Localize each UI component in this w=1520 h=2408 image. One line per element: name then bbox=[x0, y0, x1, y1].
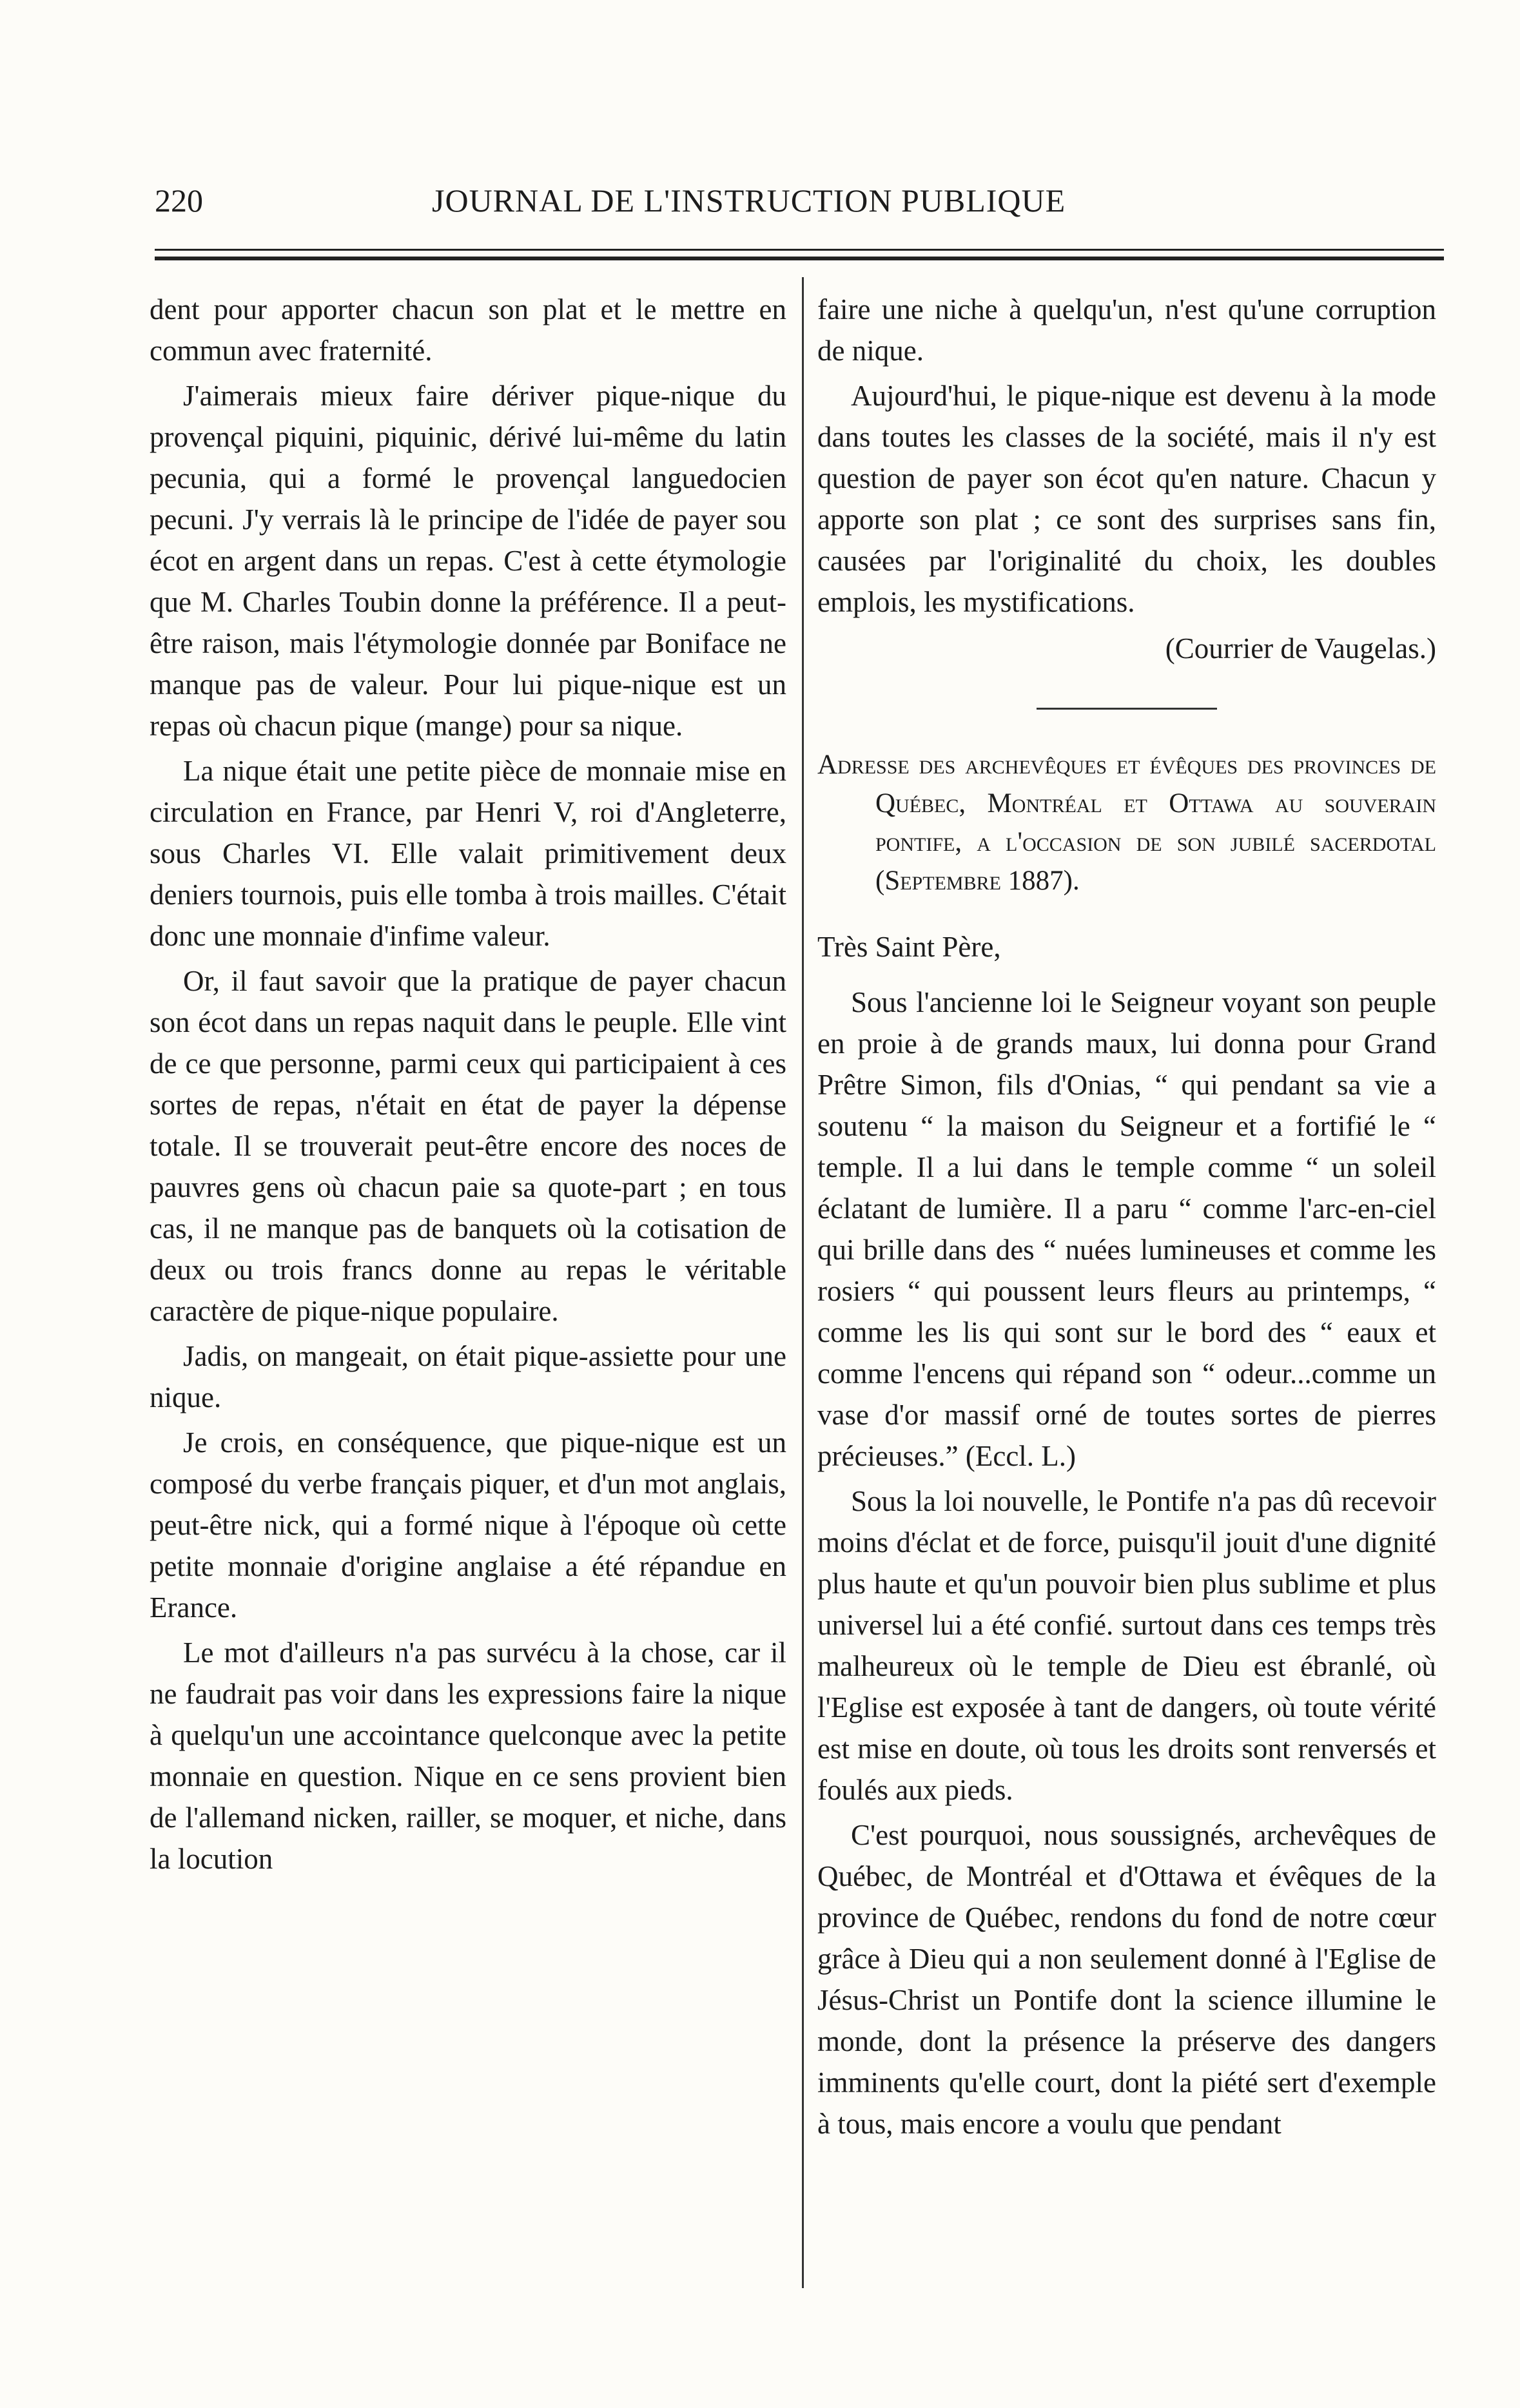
right-paragraph-5: C'est pourquoi, nous soussignés, archevêques de Québec, de Montréal et d'Ottawa et évêques de la province de Québec, rendons du fond de notre cœur grâce à Dieu qui a non seulement donné à l'Eglise de Jésus-Christ un Pontife dont la science illumine le monde, dont la présence la préserve des dangers imminents qu'elle court, dont la piété sert d'exemple à tous, mais encore a voulu que pendant bbox=[817, 1819, 1436, 2140]
page-header bbox=[155, 182, 1444, 233]
page-number: 220 bbox=[155, 182, 203, 218]
header-rule-thick bbox=[155, 257, 1444, 260]
section-separator bbox=[1037, 708, 1217, 710]
right-paragraph-1: faire une niche à quelqu'un, n'est qu'une corruption de nique. bbox=[817, 293, 1436, 367]
right-paragraph-2: Aujourd'hui, le pique-nique est devenu à la mode dans toutes les classes de la société, mais il n'y est question de payer son écot qu'en nature. Chacun y apporte son plat ; ce sont des surprises sans fin, causées par l'originalité du choix, les doubles emplois, les mystifications. bbox=[817, 380, 1436, 618]
left-paragraph-4: Or, il faut savoir que la pratique de payer chacun son écot dans un repas naquit dans le peuple. Elle vint de ce que personne, parmi ceux qui participaient à ces sortes de repas, n'était en état de payer la dépense totale. Il se trouverait peut-être encore des noces de pauvres gens où chacun paie sa quote-part ; en tous cas, il ne manque pas de banquets où la cotisation de deux ou trois francs donne au repas le véritable caractère de pique-nique populaire. bbox=[150, 965, 786, 1327]
left-column bbox=[150, 289, 786, 1883]
right-paragraph-4: Sous la loi nouvelle, le Pontife n'a pas dû recevoir moins d'éclat et de force, puisqu'il jouit d'une dignité plus haute et qu'un pouvoir bien plus sublime et plus universel lui a été confié. surtout dans ces temps très malheureux où le temple de Dieu est ébranlé, où l'Eglise est exposée à tant de dangers, où toute vérité est mise en doute, où tous les droits sont renversés et foulés aux pieds. bbox=[817, 1485, 1436, 1806]
left-paragraph-7: Le mot d'ailleurs n'a pas survécu à la chose, car il ne faudrait pas voir dans les expressions faire la nique à quelqu'un une accointance quelconque avec la petite monnaie en question. Nique en ce sens provient bien de l'allemand nicken, railler, se moquer, et niche, dans la locution bbox=[150, 1636, 786, 1875]
address-heading: Adresse des archevêques et évêques des provinces de Québec, Montréal et Ottawa au souverain pontife, a l'occasion de son jubilé sacerdotal (Septembre 1887). bbox=[817, 750, 1436, 896]
left-paragraph-6: Je crois, en conséquence, que pique-nique est un composé du verbe français piquer, et d'un mot anglais, peut-être nick, qui a formé nique à l'époque où cette petite monnaie d'origine anglaise a été répandue en Erance. bbox=[150, 1426, 786, 1624]
header-rule-thin bbox=[155, 249, 1444, 251]
left-paragraph-5: Jadis, on mangeait, on était pique-assiette pour une nique. bbox=[150, 1340, 786, 1413]
left-paragraph-3: La nique était une petite pièce de monnaie mise en circulation en France, par Henri V, roi d'Angleterre, sous Charles VI. Elle valait primitivement deux deniers tournois, puis elle tomba à trois mailles. C'était donc une monnaie d'infime valeur. bbox=[150, 755, 786, 952]
left-paragraph-2: J'aimerais mieux faire dériver pique-nique du provençal piquini, piquinic, dérivé lui-même du latin pecunia, qui a formé le provençal languedocien pecuni. J'y verrais là le principe de l'idée de payer sou écot en argent dans un repas. C'est à cette étymologie que M. Charles Toubin donne la préférence. Il a peut-être raison, mais l'étymologie donnée par Boniface ne manque pas de valeur. Pour lui pique-nique est un repas où chacun pique (mange) pour sa nique. bbox=[150, 380, 786, 742]
salutation: Très Saint Père, bbox=[817, 931, 1001, 963]
right-column bbox=[817, 289, 1436, 2148]
right-paragraph-3: Sous l'ancienne loi le Seigneur voyant son peuple en proie à de grands maux, lui donna pour Grand Prêtre Simon, fils d'Onias, “ qui pendant sa vie a soutenu “ la maison du Seigneur et a fortifié le “ temple. Il a lui dans le temple comme “ un soleil éclatant de lumière. Il a paru “ comme l'arc-en-ciel qui brille dans des “ nuées lumineuses et comme les rosiers “ qui poussent leurs fleurs au printemps, “ comme les lis qui sont sur le bord des “ eaux et comme l'encens qui répand son “ odeur...comme un vase d'or massif orné de toutes sortes de pierres précieuses.” (Eccl. L.) bbox=[817, 986, 1436, 1472]
column-divider bbox=[802, 277, 804, 2288]
left-paragraph-1: dent pour apporter chacun son plat et le mettre en commun avec fraternité. bbox=[150, 293, 786, 367]
source-attribution: (Courrier de Vaugelas.) bbox=[1165, 632, 1436, 665]
running-title: JOURNAL DE L'INSTRUCTION PUBLIQUE bbox=[432, 182, 1066, 218]
